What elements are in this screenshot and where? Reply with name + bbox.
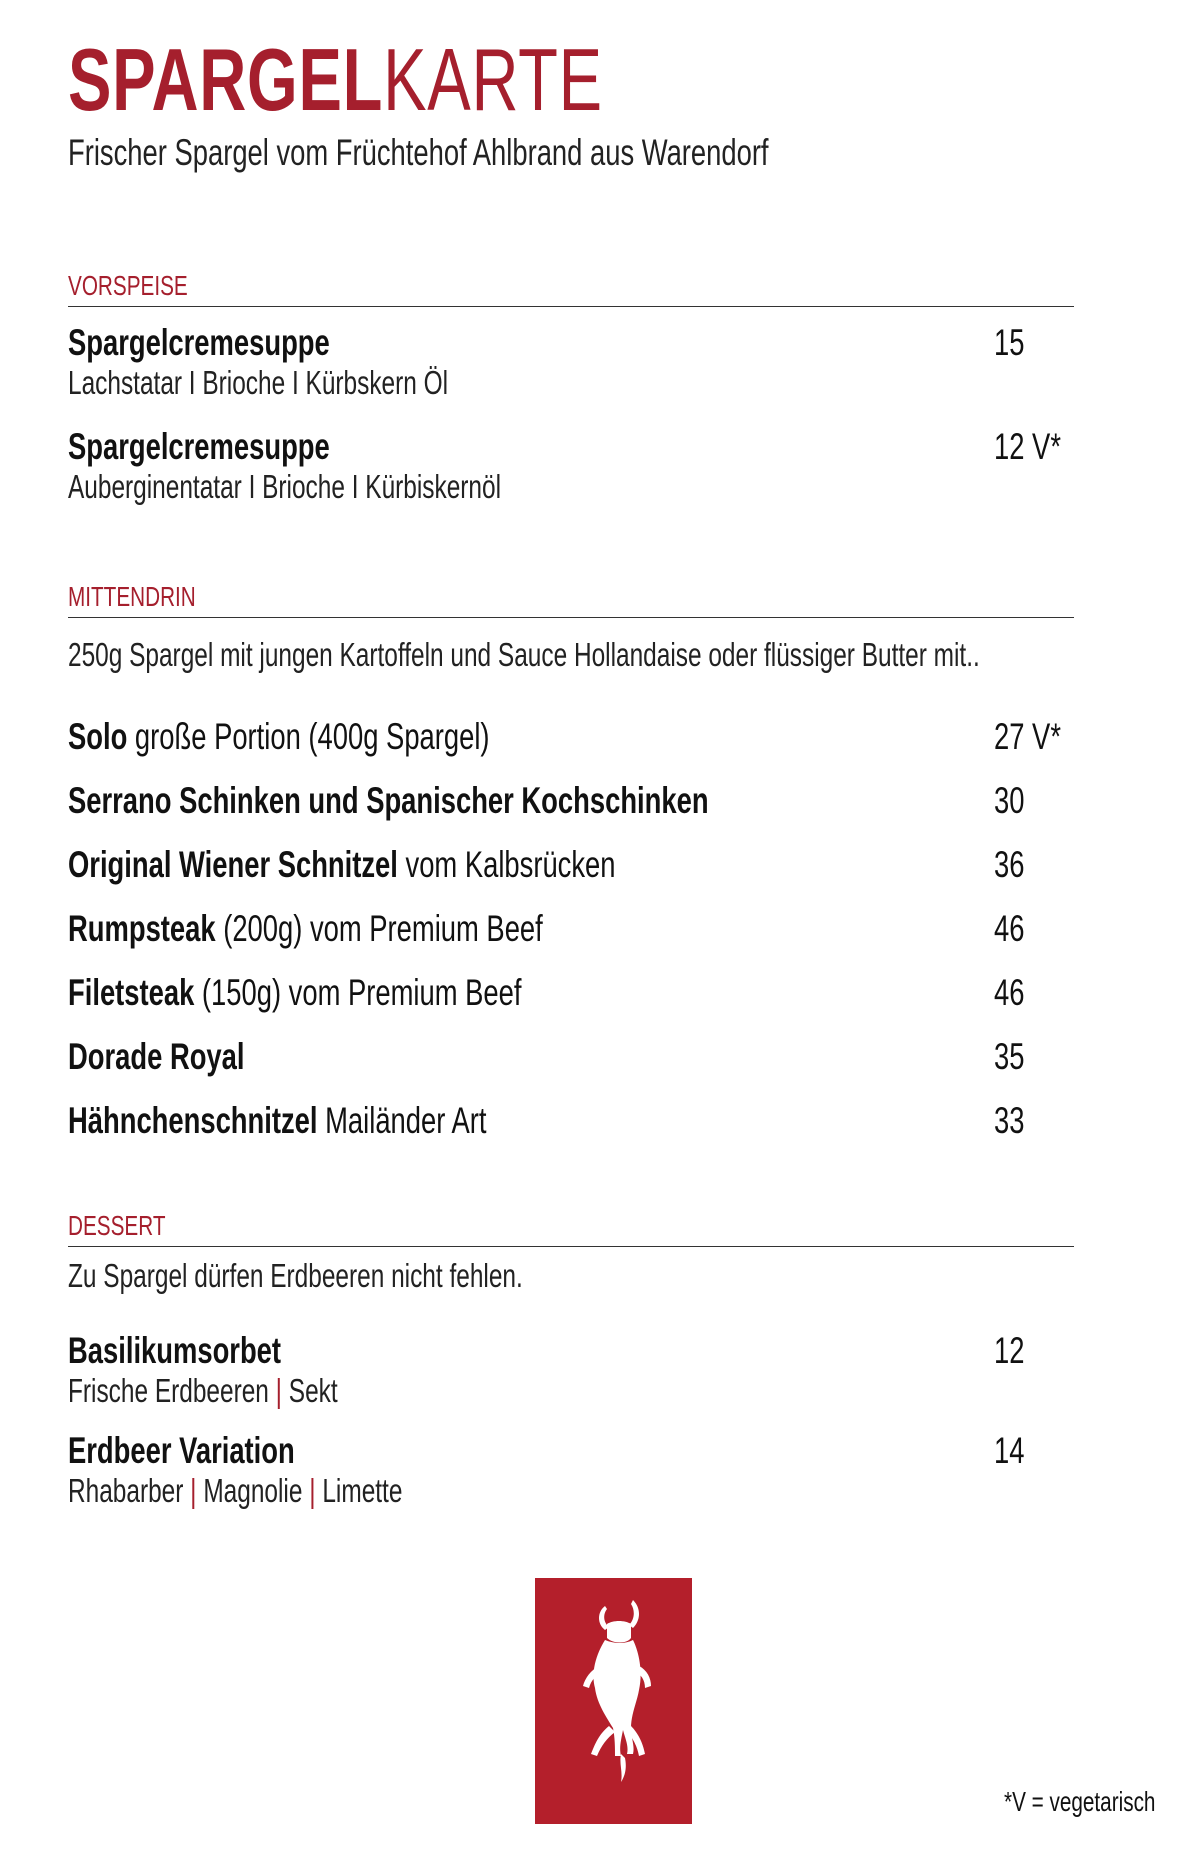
item-name-bold: Serrano Schinken und Spanischer Kochschinken — [68, 780, 709, 821]
desc-part: Frische Erdbeeren — [68, 1372, 269, 1409]
item-description — [68, 1472, 402, 1510]
item-name — [68, 1036, 245, 1078]
item-name — [68, 908, 543, 950]
section-label-vorspeise: VORSPEISE — [68, 270, 188, 301]
item-name-bold: Solo — [68, 716, 128, 757]
item-name-bold: Dorade Royal — [68, 1036, 245, 1077]
item-name-extra: große Portion (400g Spargel) — [127, 716, 490, 757]
section-label-dessert: DESSERT — [68, 1210, 166, 1241]
item-name — [68, 1100, 486, 1142]
bull-logo-icon — [535, 1578, 692, 1824]
item-name-bold: Original Wiener Schnitzel — [68, 844, 398, 885]
section-divider — [68, 306, 1074, 307]
title-bold: SPARGEL — [68, 30, 384, 129]
item-name: Spargelcremesuppe — [68, 426, 330, 467]
separator: | — [275, 1372, 283, 1409]
page-subtitle: Frischer Spargel vom Früchtehof Ahlbrand aus Warendorf — [68, 132, 769, 173]
item-price: 14 — [994, 1430, 1025, 1471]
item-name: Erdbeer Variation — [68, 1430, 295, 1471]
item-description: Lachstatar I Brioche I Kürbskern Öl — [68, 364, 449, 401]
item-price: 15 — [994, 322, 1025, 363]
item-price: 12 V* — [994, 426, 1061, 467]
item-price: 35 — [994, 1036, 1025, 1077]
desc-part: Rhabarber — [68, 1472, 184, 1509]
item-name: Spargelcremesuppe — [68, 322, 330, 363]
item-price: 33 — [994, 1100, 1025, 1141]
section-intro: 250g Spargel mit jungen Kartoffeln und Sauce Hollandaise oder flüssiger Butter mit.. — [68, 636, 980, 673]
item-name-bold: Filetsteak — [68, 972, 195, 1013]
item-price: 46 — [994, 908, 1025, 949]
separator: | — [190, 1472, 197, 1509]
section-label-mittendrin: MITTENDRIN — [68, 581, 196, 612]
item-name — [68, 716, 490, 758]
item-name-bold: Rumpsteak — [68, 908, 216, 949]
item-description: Auberginentatar I Brioche I Kürbiskernöl — [68, 468, 502, 505]
item-name-extra: Mailänder Art — [317, 1100, 487, 1141]
separator: | — [309, 1472, 316, 1509]
item-price: 27 V* — [994, 716, 1061, 757]
desc-part: Sekt — [288, 1372, 338, 1409]
item-name-bold: Hähnchenschnitzel — [68, 1100, 318, 1141]
item-name-extra: vom Kalbsrücken — [397, 844, 616, 885]
footnote-vegetarian: *V = vegetarisch — [1004, 1786, 1156, 1817]
item-name — [68, 844, 616, 886]
item-price: 36 — [994, 844, 1025, 885]
item-name-extra: (200g) vom Premium Beef — [215, 908, 543, 949]
item-price: 30 — [994, 780, 1025, 821]
section-divider — [68, 617, 1074, 618]
item-price: 46 — [994, 972, 1025, 1013]
item-name: Basilikumsorbet — [68, 1330, 282, 1371]
item-price: 12 — [994, 1330, 1025, 1371]
item-description — [68, 1372, 338, 1410]
item-name — [68, 972, 521, 1014]
page-title — [68, 30, 603, 129]
title-light: KARTE — [383, 30, 603, 129]
item-name-extra: (150g) vom Premium Beef — [194, 972, 522, 1013]
desc-part: Magnolie — [203, 1472, 303, 1509]
section-intro: Zu Spargel dürfen Erdbeeren nicht fehlen. — [68, 1257, 523, 1294]
item-name — [68, 780, 709, 822]
desc-part: Limette — [322, 1472, 403, 1509]
section-divider — [68, 1246, 1074, 1247]
